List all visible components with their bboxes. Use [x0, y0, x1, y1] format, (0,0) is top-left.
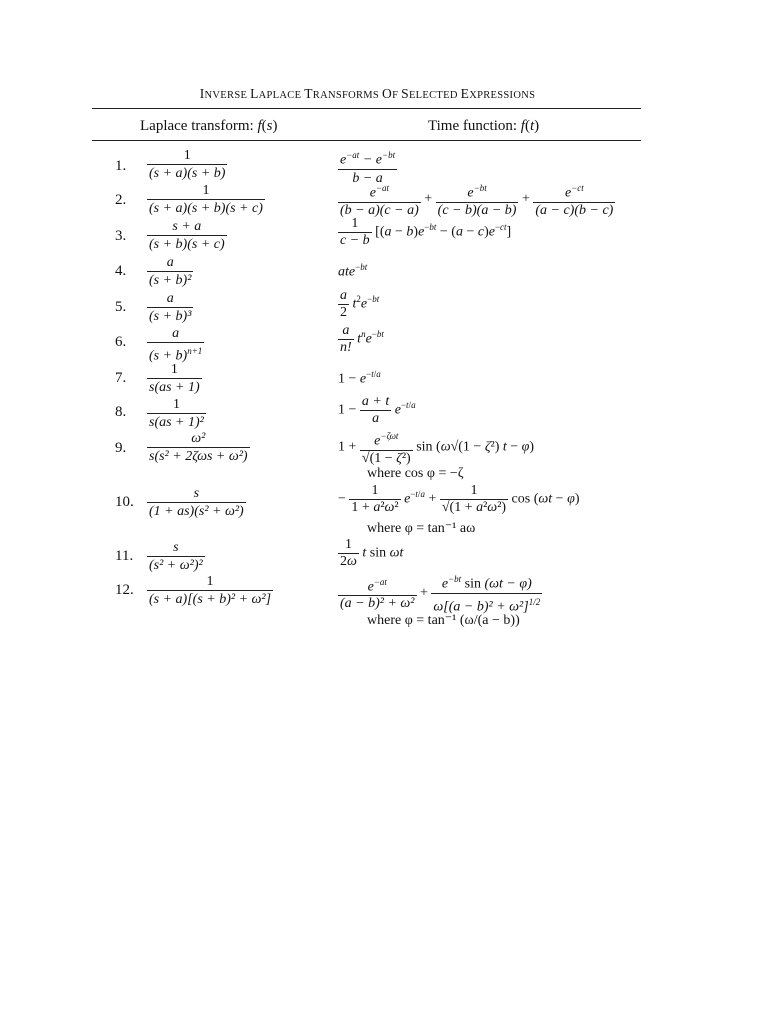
laplace-expression: 1 s(as + 1)²	[149, 397, 204, 430]
row-number: 7.	[115, 370, 127, 386]
time-expression: $\frac{a}{n!}$ $t^ne^{-bt}$	[340, 323, 384, 355]
laplace-expression: s (s² + ω²)²	[149, 540, 203, 573]
row-number: 3.	[115, 228, 127, 244]
time-expression: ate$^{-bt}$	[338, 262, 368, 280]
row-number: 12.	[115, 582, 134, 598]
laplace-expression: 1 (s + a)(s + b)	[149, 148, 226, 181]
laplace-expression: 1 (s + a)[(s + b)² + ω²]	[149, 574, 272, 607]
condition-note: where cos φ = −ζ	[367, 466, 464, 481]
time-expression: $\frac{1}{c - b}$ $[(a - b)e^{-bt} - (a - c)e^{-ct}]$	[340, 216, 512, 248]
laplace-expression: s (1 + as)(s² + ω²)	[149, 486, 244, 519]
row-number: 11.	[115, 548, 134, 564]
time-expression: $1 - e^{-t/a}$	[338, 369, 381, 387]
row-number: 4.	[115, 263, 127, 279]
time-expression: $e^{-at} - e^{-bt}$ b − a	[340, 150, 396, 186]
top-rule	[92, 108, 641, 109]
row-number: 5.	[115, 299, 127, 315]
row-number: 6.	[115, 334, 127, 350]
header-rule	[92, 140, 641, 141]
laplace-expression: 1 (s + a)(s + b)(s + c)	[149, 183, 263, 216]
laplace-expression: a $(s + b)^{n+1}$	[149, 326, 203, 364]
time-expression: $\frac{e^{-at}}{(b - a)(c - a)}$ + $\frac{e^{-bt}}{(c - b)(a - b)}$ + $\frac{e^{-ct}}{(a - c)(b - c)}$	[340, 183, 614, 218]
row-number: 1.	[115, 158, 127, 174]
time-header: Time function: f(t)	[428, 118, 540, 134]
row-number: 8.	[115, 404, 127, 420]
time-expression: $\frac{1}{2\omega}$ t sin ωt	[340, 537, 404, 569]
condition-note: where φ = tan⁻¹ aω	[367, 521, 476, 536]
time-expression: − $\frac{1}{\text{1 + a²ω²}}$ $e^{-t/a}$ + $\frac{1}{\text{√(1 + a²ω²)}}$ cos (ωt − φ)	[338, 483, 580, 515]
time-expression: 1 − $\frac{a + t}{a}$ $e^{-t/a}$	[338, 394, 416, 426]
row-number: 2.	[115, 192, 127, 208]
time-expression: $\frac{a}{2}$ $t^2e^{-bt}$	[340, 288, 380, 320]
row-number: 9.	[115, 440, 127, 456]
laplace-expression: a (s + b)²	[149, 255, 192, 288]
laplace-expression: s + a (s + b)(s + c)	[149, 219, 225, 252]
time-expression: 1 + $e^{-\zeta\omega t}$ √(1 − ζ²) sin (ω√(1 − ζ²) t − φ)	[338, 431, 535, 466]
time-expression: $\frac{e^{-at}}{\text{(a − b)² + ω²}}$ + $\frac{e^{-bt} \sin (\omega t - \varphi)}{\omega[(a - b)^2 + \omega^2]^{1/2}}$	[340, 574, 541, 615]
laplace-expression: a (s + b)³	[149, 291, 192, 324]
page-title: INVERSE LAPLACE TRANSFORMS OF SELECTED EXPRESSIONS	[199, 86, 536, 101]
laplace-header: Laplace transform: f(s)	[140, 118, 278, 134]
condition-note: where φ = tan⁻¹ (ω/(a − b))	[367, 613, 520, 628]
laplace-expression: 1 s(as + 1)	[149, 362, 200, 395]
row-number: 10.	[115, 494, 134, 510]
laplace-expression: ω² s(s² + 2ζωs + ω²)	[149, 431, 248, 464]
